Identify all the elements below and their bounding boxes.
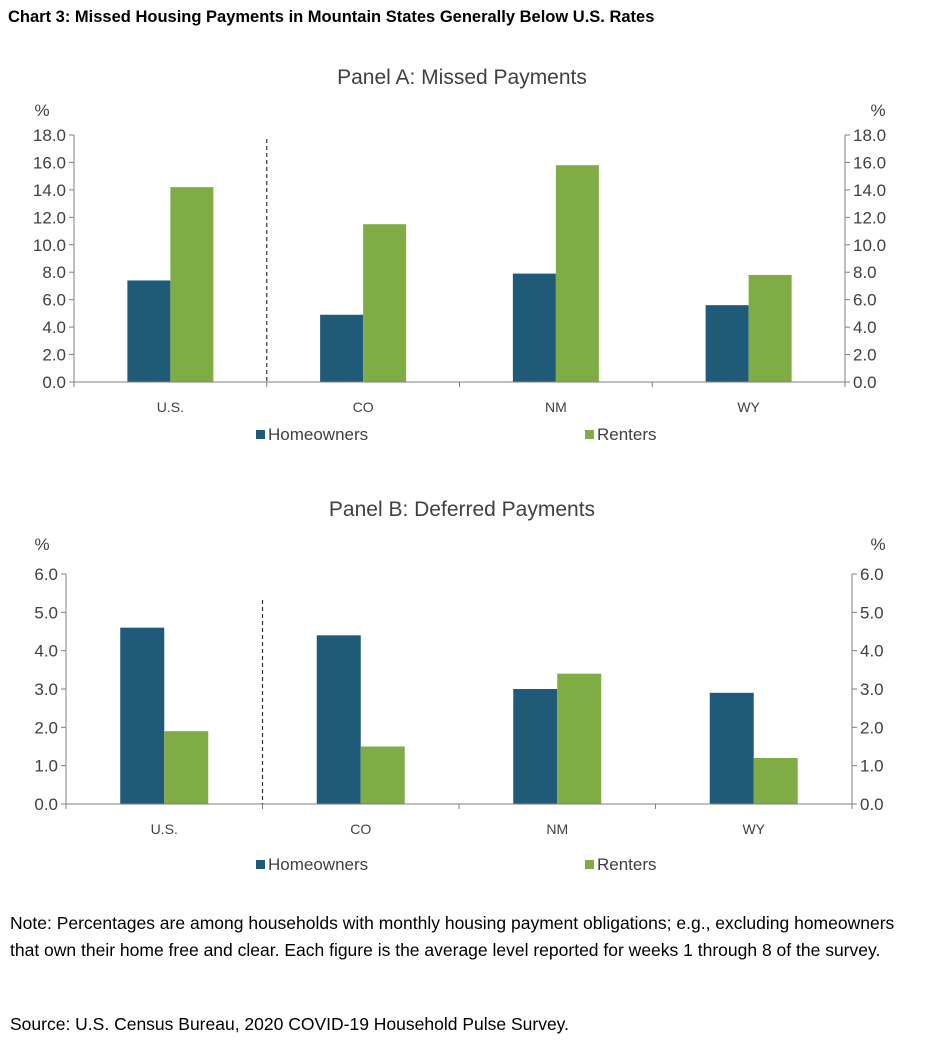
y-axis-unit-right: % — [870, 535, 886, 554]
x-tick-label: WY — [737, 399, 760, 415]
bar-renters-wy — [754, 758, 798, 804]
legend-swatch-homeowners — [256, 860, 265, 869]
y-axis-unit-left: % — [34, 535, 50, 554]
y-tick-label-right: 16.0 — [853, 153, 887, 173]
y-axis-unit-left: % — [34, 101, 50, 120]
page-title: Chart 3: Missed Housing Payments in Mountain States Generally Below U.S. Rates — [8, 8, 655, 26]
bar-homeowners-nm — [513, 689, 557, 804]
y-tick-label-left: 0.0 — [42, 373, 66, 392]
y-tick-label-right: 4.0 — [860, 641, 884, 661]
y-tick-label-left: 6.0 — [42, 290, 66, 310]
legend-swatch-renters — [585, 430, 594, 439]
x-tick-label: U.S. — [156, 399, 184, 415]
bar-renters-nm — [557, 674, 601, 804]
y-tick-label-left: 18.0 — [32, 126, 66, 145]
x-tick-label: CO — [352, 399, 374, 415]
y-tick-label-left: 8.0 — [42, 263, 66, 283]
bar-homeowners-wy — [706, 305, 749, 382]
y-tick-label-left: 12.0 — [32, 208, 66, 228]
y-tick-label-left: 4.0 — [42, 318, 66, 338]
bar-renters-nm — [556, 165, 599, 382]
legend-swatch-renters — [585, 860, 594, 869]
chart-title: Panel A: Missed Payments — [337, 66, 587, 89]
bar-homeowners-co — [320, 315, 363, 382]
x-tick-label: U.S. — [150, 821, 178, 837]
bar-homeowners-nm — [513, 274, 556, 382]
y-tick-label-right: 5.0 — [860, 603, 884, 623]
y-tick-label-right: 4.0 — [853, 318, 877, 338]
legend-label-renters: Renters — [597, 425, 657, 444]
y-tick-label-right: 14.0 — [853, 180, 887, 200]
y-tick-label-left: 2.0 — [34, 718, 58, 738]
x-tick-label: CO — [350, 821, 372, 837]
bar-renters-co — [361, 747, 405, 805]
legend-label-homeowners: Homeowners — [268, 425, 369, 444]
y-tick-label-right: 2.0 — [860, 718, 884, 738]
chart-title: Panel B: Deferred Payments — [328, 498, 596, 521]
panel-a-chart — [0, 55, 925, 455]
panel-b-chart — [0, 488, 925, 888]
y-tick-label-right: 2.0 — [853, 345, 877, 365]
y-tick-label-right: 12.0 — [853, 208, 887, 228]
y-tick-label-left: 2.0 — [42, 345, 66, 365]
y-tick-label-right: 0.0 — [860, 795, 884, 814]
y-tick-label-right: 8.0 — [853, 263, 877, 283]
y-tick-label-right: 3.0 — [860, 680, 884, 699]
bar-renters-wy — [749, 275, 792, 382]
y-tick-label-left: 5.0 — [34, 603, 58, 623]
source-text: Source: U.S. Census Bureau, 2020 COVID-19 Household Pulse Survey. — [10, 1014, 569, 1034]
bar-homeowners-co — [317, 635, 361, 804]
bar-homeowners-us — [120, 628, 164, 804]
y-tick-label-right: 6.0 — [853, 290, 877, 310]
note-text: Note: Percentages are among households with monthly housing payment obligations; e.g., excluding homeowners that own their home free and clear. Each figure is the average level reported for weeks 1 through 8 of the survey. — [10, 913, 895, 960]
y-tick-label-right: 10.0 — [853, 235, 887, 255]
x-tick-label: WY — [742, 821, 766, 837]
y-axis-unit-right: % — [870, 101, 886, 120]
y-tick-label-right: 1.0 — [860, 756, 884, 776]
y-tick-label-left: 1.0 — [34, 756, 58, 776]
x-tick-label: NM — [546, 821, 569, 837]
y-tick-label-right: 6.0 — [860, 565, 884, 584]
y-tick-label-left: 16.0 — [32, 153, 66, 173]
y-tick-label-left: 6.0 — [34, 565, 58, 584]
bar-homeowners-wy — [710, 693, 754, 804]
legend-swatch-homeowners — [256, 430, 265, 439]
y-tick-label-right: 0.0 — [853, 373, 877, 392]
bar-renters-co — [363, 224, 406, 382]
y-tick-label-right: 18.0 — [853, 126, 887, 145]
y-tick-label-left: 4.0 — [34, 641, 58, 661]
y-tick-label-left: 10.0 — [32, 235, 66, 255]
y-tick-label-left: 14.0 — [32, 180, 66, 200]
y-tick-label-left: 0.0 — [34, 795, 58, 814]
bar-renters-us — [170, 187, 213, 382]
legend-label-homeowners: Homeowners — [268, 855, 369, 874]
legend-label-renters: Renters — [597, 855, 657, 874]
y-tick-label-left: 3.0 — [34, 680, 58, 699]
x-tick-label: NM — [544, 399, 567, 415]
bar-homeowners-us — [127, 280, 170, 382]
bar-renters-us — [164, 731, 208, 804]
